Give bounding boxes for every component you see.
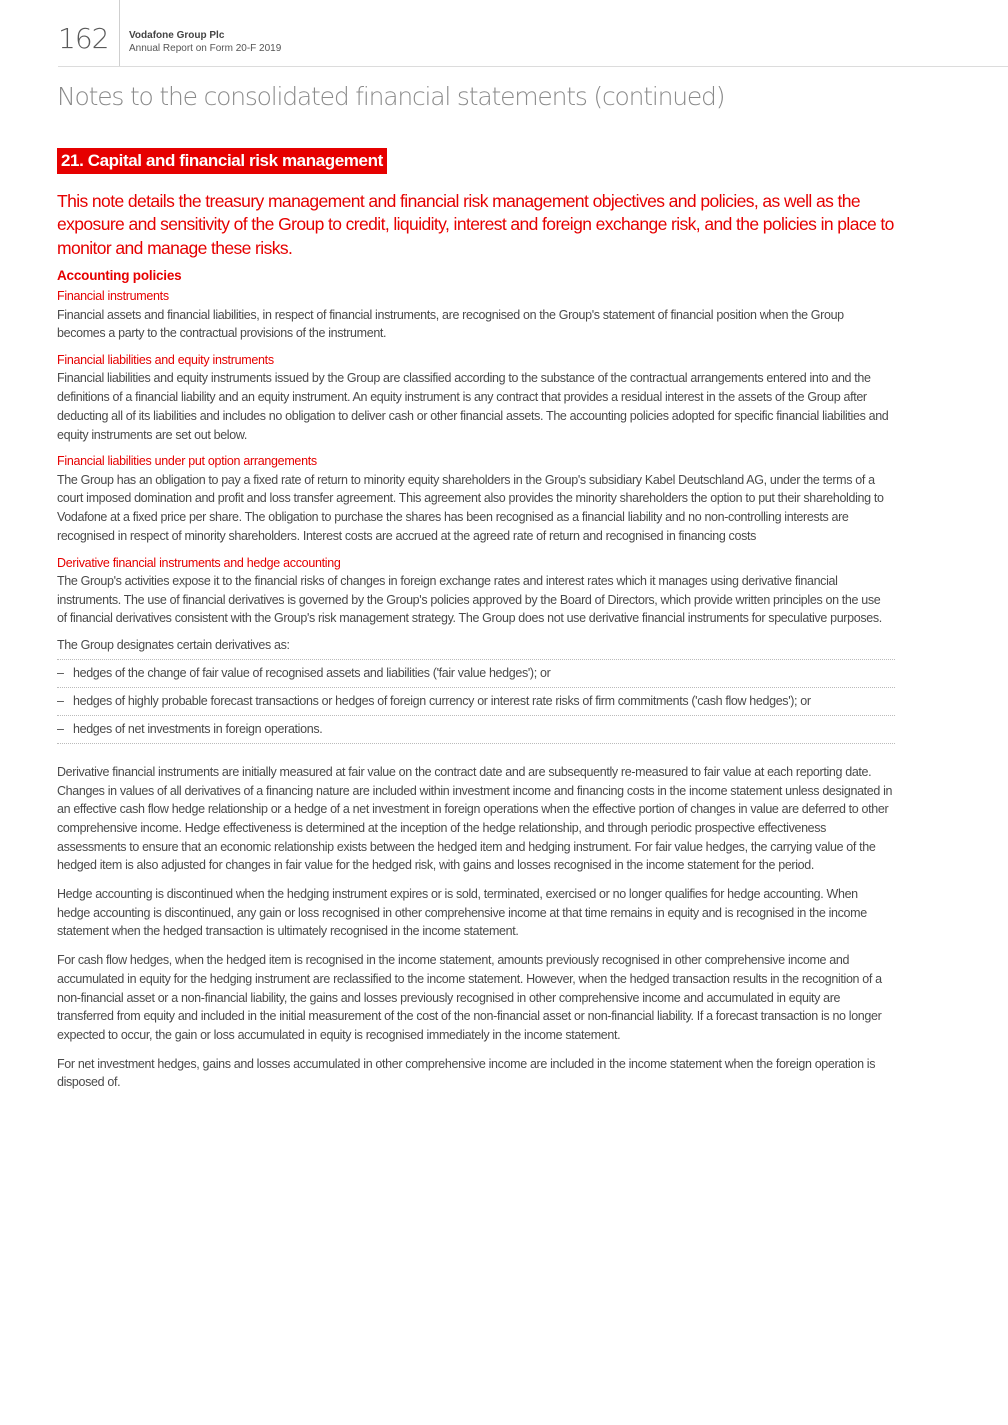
designates-text: The Group designates certain derivatives as: bbox=[57, 638, 290, 653]
note-content bbox=[57, 268, 893, 1100]
cash-flow-hedges-text: For cash flow hedges, when the hedged item is recognised in the income statement, amounts previously recognised in other comprehensive income and accumulated in equity for the hedging instrument are reclassified to the income statement. However, when the hedged transaction results in the recognition of a non-financial asset or a non-financial liability, the gains and losses previously recognised in other comprehensive income and accumulated in equity are transferred from equity and included in the initial measurement of the cost of the non-financial asset or non-financial liability. If a forecast transaction is no longer expected to occur, the gain or loss accumulated in equity is recognised immediately in the income statement. bbox=[57, 953, 882, 1042]
liabilities-equity-heading: Financial liabilities and equity instruments bbox=[57, 352, 274, 367]
note-title: 21. Capital and financial risk management bbox=[57, 148, 387, 174]
page-header bbox=[0, 0, 1008, 68]
derivatives-text: The Group's activities expose it to the financial risks of changes in foreign exchange rates and interest rates which it manages using derivative financial instruments. The use of financial derivatives is governed by the Group's policies approved by the Board of Directors, which provide written principles on the use of financial derivatives consistent with the Group's risk management strategy. The Group does not use derivative financial instruments for speculative purposes. bbox=[57, 574, 882, 626]
derivatives-heading: Derivative financial instruments and hedge accounting bbox=[57, 555, 341, 570]
list-item bbox=[57, 688, 895, 716]
report-name: Annual Report on Form 20-F 2019 bbox=[129, 43, 282, 54]
list-item bbox=[57, 716, 895, 744]
header-rule bbox=[58, 66, 1008, 67]
list-item-text: hedges of the change of fair value of recognised assets and liabilities ('fair value hedges'); or bbox=[73, 665, 551, 680]
hedge-types-list bbox=[57, 659, 895, 744]
dash-bullet-icon: – bbox=[57, 693, 64, 708]
list-item-text: hedges of highly probable forecast transactions or hedges of foreign currency or interest rate risks of firm commitments ('cash flow hedges'); or bbox=[73, 693, 811, 708]
net-investment-hedges-text: For net investment hedges, gains and losses accumulated in other comprehensive income are included in the income statement when the foreign operation is disposed of. bbox=[57, 1056, 876, 1090]
page-number: 162 bbox=[58, 22, 109, 55]
list-item-text: hedges of net investments in foreign operations. bbox=[73, 721, 323, 736]
put-option-text: The Group has an obligation to pay a fixed rate of return to minority equity shareholders in the Group's subsidiary Kabel Deutschland AG, under the terms of a court imposed domination and profit and loss transfer agreement. This agreement also provides the minority shareholders the option to put their shareholding to Vodafone at a fixed price per share. The obligation to purchase the shares has been recognised as a financial liability and no non-controlling interests are recognised in respect of minority shareholders. Interest costs are accrued at the agreed rate of return and recognised in financing costs bbox=[57, 472, 884, 543]
accounting-policies-heading: Accounting policies bbox=[57, 268, 182, 283]
header-divider bbox=[119, 0, 120, 66]
list-item bbox=[57, 660, 895, 688]
liabilities-equity-text: Financial liabilities and equity instruments issued by the Group are classified according to the substance of the contractual arrangements entered into and the definitions of a financial liability and an equity instrument. An equity instrument is any contract that provides a residual interest in the assets of the Group after deducting all of its liabilities and includes no obligation to deliver cash or other financial assets. The accounting policies adopted for specific financial liabilities and equity instruments are set out below. bbox=[57, 371, 889, 442]
section-title: Notes to the consolidated financial statements (continued) bbox=[57, 82, 725, 111]
financial-instruments-text: Financial assets and financial liabilities, in respect of financial instruments, are recognised on the Group's statement of financial position when the Group becomes a party to the contractual provisions of the instrument. bbox=[57, 307, 844, 341]
dash-bullet-icon: – bbox=[57, 665, 64, 680]
company-name: Vodafone Group Plc bbox=[129, 30, 225, 41]
financial-instruments-heading: Financial instruments bbox=[57, 289, 169, 303]
dash-bullet-icon: – bbox=[57, 721, 64, 736]
derivatives-measurement-text: Derivative financial instruments are initially measured at fair value on the contract date and are subsequently re-measured to fair value at each reporting date. Changes in values of all derivatives of a financing nature are included within investment income and financing costs in the income statement unless designated in an effective cash flow hedge relationship or a hedge of a net investment in foreign operations when the effective portion of changes in value are deferred to other comprehensive income. Hedge effectiveness is determined at the inception of the hedge relationship, and through periodic prospective effectiveness assessments to ensure that an economic relationship exists between the hedged item and hedging instrument. For fair value hedges, the carrying value of the hedged item is also adjusted for changes in fair value for the hedged risk, with gains and losses recognised in the income statement for the period. bbox=[57, 764, 893, 873]
hedge-discontinued-text: Hedge accounting is discontinued when the hedging instrument expires or is sold, terminated, exercised or no longer qualifies for hedge accounting. When hedge accounting is discontinued, any gain or loss recognised in other comprehensive income at that time remains in equity and is recognised in the income statement when the hedged transaction is ultimately recognised in the income statement. bbox=[57, 887, 867, 939]
note-intro: This note details the treasury management and financial risk management objectives and policies, as well as the exposure and sensitivity of the Group to credit, liquidity, interest and foreign exchange risk, and the policies in place to monitor and manage these risks. bbox=[57, 191, 894, 258]
put-option-heading: Financial liabilities under put option arrangements bbox=[57, 454, 317, 469]
